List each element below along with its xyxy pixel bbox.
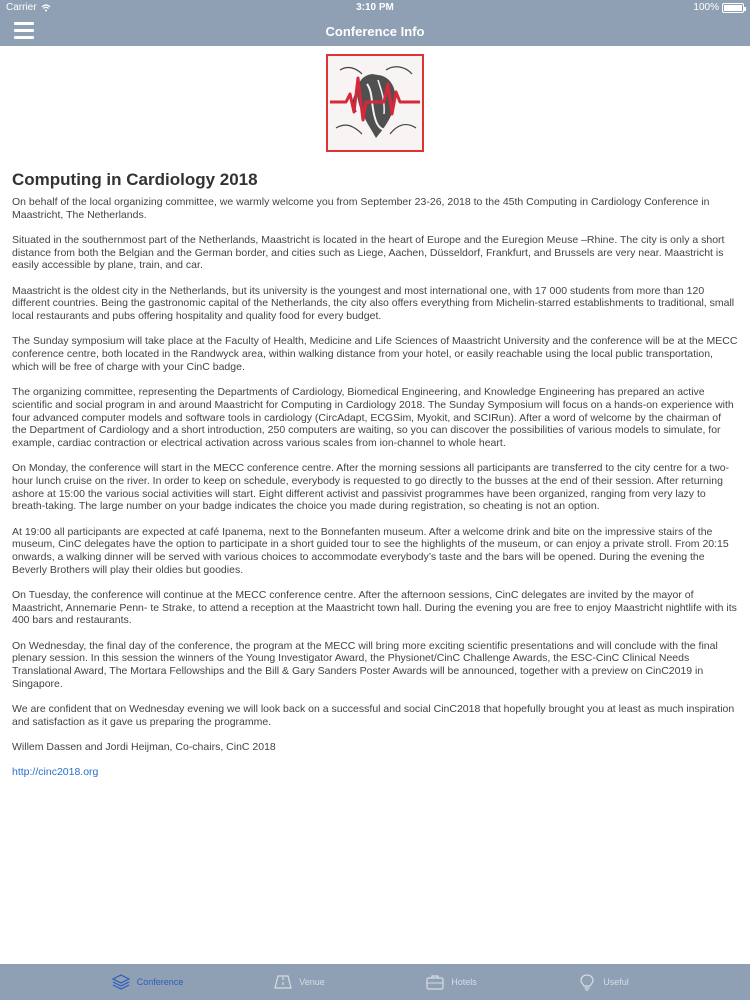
carrier-label: Carrier <box>6 2 37 13</box>
navigation-bar <box>0 16 750 46</box>
tab-hotels[interactable] <box>375 964 527 1000</box>
paragraph-dinner: At 19:00 all participants are expected at café Ipanema, next to the Bonnefanten museum. After a welcome drink and bite on the impressive stairs of the museum, CinC delegates have the option to participate in a short guided tour to see the highlights of the museum, or can enjoy a private stroll. From 20:15 onwards, a walking dinner will be served with various choices to accommodate everybody’s taste and the bars will be opened. During the evening the Beverly Brothers will play their oldies but goodies. <box>12 525 729 576</box>
status-bar <box>0 0 750 16</box>
heart-ecg-logo-icon <box>328 56 422 150</box>
battery-percent: 100% <box>693 2 719 13</box>
tab-useful[interactable] <box>527 964 679 1000</box>
content-scroll-area[interactable] <box>0 46 750 964</box>
suitcase-icon <box>425 973 445 991</box>
conference-website-link[interactable]: http://cinc2018.org <box>12 766 99 779</box>
status-time: 3:10 PM <box>356 2 394 13</box>
paragraph-city: Maastricht is the oldest city in the Netherlands, but its university is the youngest and most international one, with 17 000 students from more than 120 different countries. Being the gastronomic capital of the Netherlands, the city also offers everything from Michelin-starred establishments to traditional, small local restaurants and pubs offering hospitality and quality food for every budget. <box>12 284 735 323</box>
tab-hotels-label: Hotels <box>451 977 477 987</box>
tab-conference[interactable] <box>71 964 223 1000</box>
paragraph-location: Situated in the southernmost part of the Netherlands, Maastricht is located in the heart of Europe and the Euregion Meuse –Rhine. The city is only a short distance from both the Belgian and the German border, and cities such as Liege, Aachen, Düsseldorf, Frankfurt, and Brussels are very near. Maastricht is easily accessible by plane, train, and car. <box>12 234 725 272</box>
article-body <box>12 196 738 792</box>
article-title: Computing in Cardiology 2018 <box>12 170 258 189</box>
paragraph-closing: We are confident that on Wednesday evening we will look back on a successful and social CinC2018 that hopefully brought you at least as much inspiration and satisfaction as it gave us preparing the programme. <box>12 703 735 728</box>
paragraph-tuesday: On Tuesday, the conference will continue at the MECC conference centre. After the afternoon sessions, CinC delegates are invited by the mayor of Maastricht, Annemarie Penn- te Strake, to attend a reception at the Maastricht town hall. During the evening you are free to enjoy Maastricht nightlife with its 400 bars and restaurants. <box>12 589 737 627</box>
paragraph-wednesday: On Wednesday, the final day of the conference, the program at the MECC will bring more exciting scientific presentations and will conclude with the final plenary session. In this session the winners of the Young Investigator Award, the Physionet/CinC Challenge Awards, the ESC-CinC Clinical Needs Translational Award, The Mortara Fellowships and the Bill & Gary Sanders Poster Awards will be announced, together with a preview on CinC2019 in Singapore. <box>12 639 718 690</box>
status-right <box>693 2 744 13</box>
tab-venue-label: Venue <box>299 977 325 987</box>
signature: Willem Dassen and Jordi Heijman, Co-chairs, CinC 2018 <box>12 741 276 754</box>
tab-useful-label: Useful <box>603 977 629 987</box>
page-title-bar: Conference Info <box>325 24 425 39</box>
road-icon <box>273 973 293 991</box>
paragraph-sunday-venue: The Sunday symposium will take place at the Faculty of Health, Medicine and Life Sciences of Maastricht University and the conference will be at the MECC conference centre, both located in the Randwyck area, within walking distance from your hotel, or easily reachable using the local public transportation, which will be free of charge with your CinC badge. <box>12 335 738 373</box>
conference-logo <box>326 54 424 152</box>
tab-venue[interactable] <box>223 964 375 1000</box>
paragraph-welcome: On behalf of the local organizing committee, we warmly welcome you from September 23-26, 2018 to the 45th Computing in Cardiology Conference in Maastricht, The Netherlands. <box>12 196 710 221</box>
tab-conference-label: Conference <box>136 977 184 987</box>
tab-bar <box>0 964 750 1000</box>
layers-icon <box>111 973 131 991</box>
lightbulb-icon <box>577 973 597 991</box>
paragraph-program: The organizing committee, representing the Departments of Cardiology, Biomedical Engineering, and Knowledge Engineering has prepared an active scientific and social program in and around Maastricht for Computing in Cardiology 2018. The Sunday Symposium will focus on a hands-on experience with four advanced computer models and software tools in cardiology (CircAdapt, ECGSim, Myokit, and SCIRun). After a word of welcome by the chairman of the Department of Cardiology and a short introduction, 250 computers are waiting, so you can discover the possibilities of various models to simulate, for example, cardiac contraction or electrical activation across various scales from ion-channel to whole heart. <box>12 386 734 449</box>
paragraph-monday: On Monday, the conference will start in the MECC conference centre. After the morning sessions all participants are transferred to the city centre for a two-hour lunch cruise on the river. In order to keep on schedule, everybody is requested to go directly to the busses at the end of their session. After returning ashore at 15:00 the various social activities will start. Eight different activist and passivist programmes have been organized, ranging from very lazy to breath-taking. The large number on your badge indicates the choice you made during registration, so cheating is not an option. <box>12 462 730 513</box>
battery-icon <box>722 3 744 13</box>
